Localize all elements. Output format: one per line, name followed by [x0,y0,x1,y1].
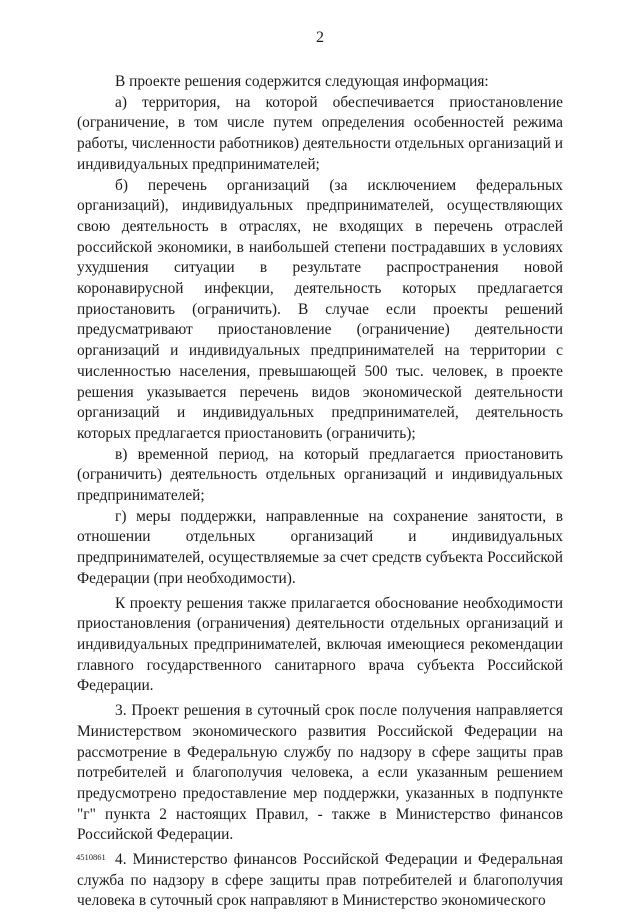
paragraph-clause-3: 3. Проект решения в суточный срок после получения направляется Министерством экономического развития Российской Федерации на рассмотрение в Федеральную службу по надзору в сфере защиты прав потребителей и благополучия человека, а если указанным решением предусмотрено предоставление мер поддержки, указанных в подпункте "г" пункта 2 настоящих Правил, - также в Министерство финансов Российской Федерации. [77,702,563,844]
document-code: 4510861 [76,852,106,862]
paragraph-item-g: г) меры поддержки, направленные на сохранение занятости, в отношении отдельных организаций и индивидуальных предпринимателей, осуществляемые за счет средств субъекта Российской Федерации (при необходимости). [77,507,563,587]
paragraph-item-a: а) территория, на которой обеспечивается приостановление (ограничение, в том числе путем определения особенностей режима работы, численности работников) деятельности отдельных организаций и индивидуальных предпринимателей; [77,93,563,173]
paragraph-intro: В проекте решения содержится следующая информация: [115,73,489,90]
paragraph-clause-4: 4. Министерство финансов Российской Федерации и Федеральная служба по надзору в сфере защиты прав потребителей и благополучия человека в суточный срок направляют в Министерство экономического [77,851,563,910]
paragraph-item-b: б) перечень организаций (за исключением федеральных организаций), индивидуальных предпринимателей, осуществляющих свою деятельность в отраслях, не входящих в перечень отраслей российской экономики, в наибольшей степени пострадавших в условиях ухудшения ситуации в результате распространения новой коронавирусной инфекции, деятельность которых предлагается приостановить (ограничить). В случае если проекты решений предусматривают приостановление (ограничение) деятельности организаций и индивидуальных предпринимателей на территории с численностью населения, превышающей 500 тыс. человек, в проекте решения указывается перечень видов экономической деятельности организаций и индивидуальных предпринимателей, деятельность которых предлагается приостановить (ограничить); [77,176,563,442]
document-body [77,72,563,912]
paragraph-justification: К проекту решения также прилагается обоснование необходимости приостановления (ограничения) деятельности отдельных организаций и индивидуальных предпринимателей, включая имеющиеся рекомендации главного государственного санитарного врача субъекта Российской Федерации. [77,594,563,695]
page-number: 2 [316,29,324,46]
paragraph-item-v: в) временной период, на который предлагается приостановить (ограничить) деятельность отдельных организаций и индивидуальных предпринимателей; [77,445,563,505]
